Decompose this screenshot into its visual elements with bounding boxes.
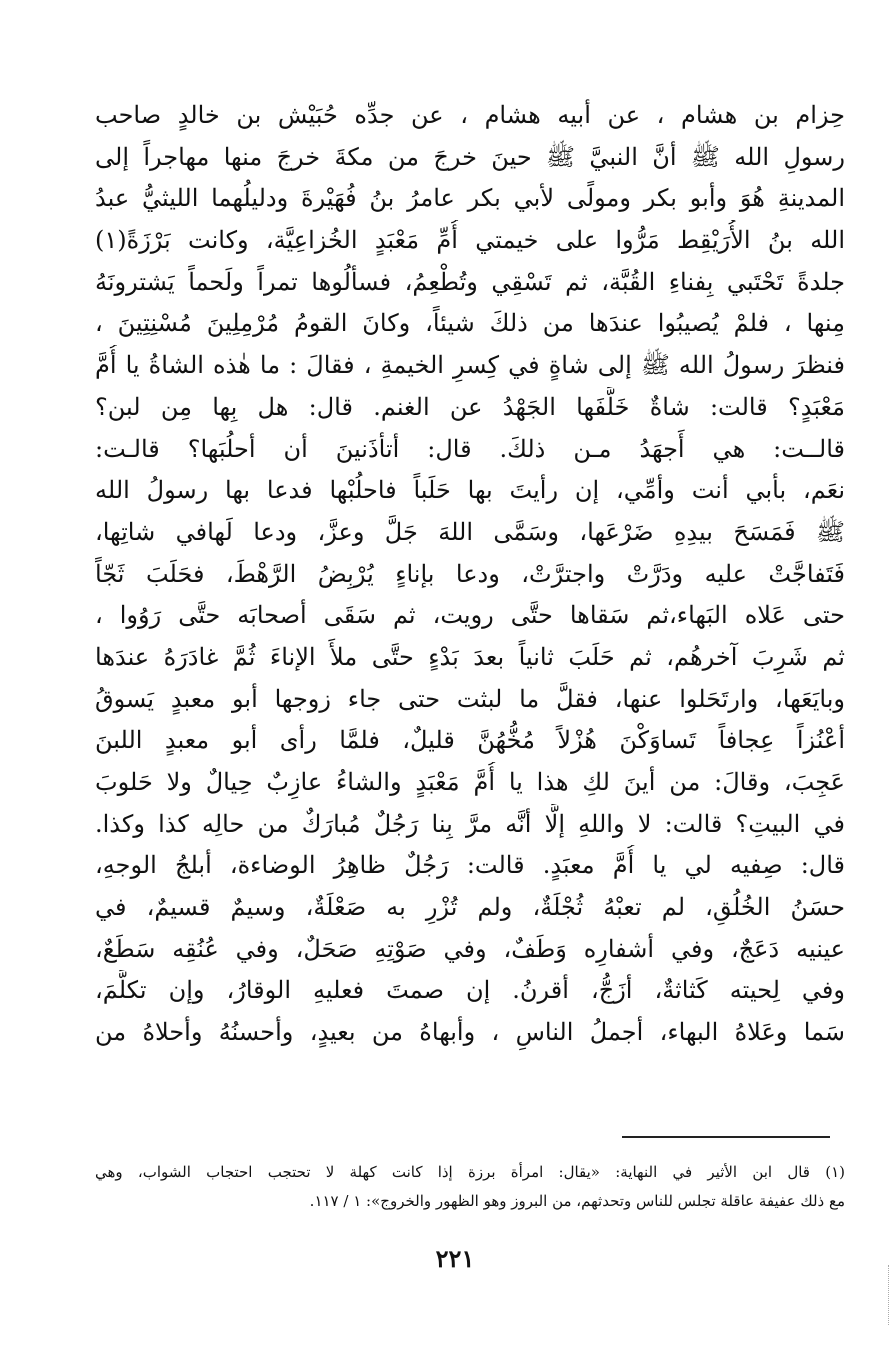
footnote-line: (١) قال ابن الأثير في النهاية: «يقال: امرأة برزة إذا كانت كهلة لا تحتجب احتجاب الشواب، وهي [95,1163,845,1181]
footnote-block [95,1158,845,1216]
text-line: مِنها ، فلمْ يُصيبُوا عندَها من ذلكَ شيئاً، وكانَ القومُ مُرْمِلِينَ مُسْنِتِينَ ، [95,309,845,338]
text-line: عينيه دَعَجٌ، وفي أشفارِه وَطَفٌ، وفي صَوْتِهِ صَحَلٌ، وفي عُنُقِه سَطَعٌ، [95,934,845,963]
text-line: مَعْبَدٍ؟ قالت: شاةٌ خَلَّفَها الجَهْدُ عن الغنم. قال: هل بِها مِن لبن؟ [95,392,845,421]
text-line: أعْنُزاً عِجافاً تَساوَكْنَ هُزْلاً مُخُّهُنَّ قليلٌ، فلمَّا رأى أبو معبدٍ اللبنَ [95,726,845,755]
text-line: فَتَفاجَّتْ عليه ودَرَّتْ واجترَّتْ، ودعا بإناءٍ يُرْبِضُ الرَّهْطَ، فحَلَبَ ثَجّاً [95,559,845,588]
text-line: حسَنُ الخُلُقِ، لم تعبْهُ ثُجْلَةٌ، ولم تُزْرِ به صَعْلَةٌ، وسيمٌ قسيمٌ، في [95,893,845,922]
footnote-separator [622,1136,830,1138]
text-line: عَجِبَ، وقالَ: من أينَ لكِ هذا يا أُمَّ مَعْبَدٍ والشاءُ عازِبٌ حِيالٌ ولا حَلوبَ [95,768,845,796]
main-text [95,95,845,1054]
text-line: نعَم، بأبي أنت وأمِّي، إن رأيتَ بها حَلَباً فاحلُبْها فدعا بها رسولُ الله [95,476,845,505]
text-line: قال: صِفيه لي يا أُمَّ معبَدٍ. قالت: رَجُلٌ ظاهِرُ الوضاءة، أبلجُ الوجهِ، [95,851,845,880]
text-line: ثم شَرِبَ آخرهُم، ثم حَلَبَ ثانياً بعدَ بَدْءٍ حتَّى ملأَ الإناءَ ثُمَّ غادَرَهُ عندَها [95,642,845,671]
text-line: وبايَعَها، وارتَحَلوا عنها، فقلَّ ما لبثت حتى جاء زوجها أبو معبدٍ يَسوقُ [95,684,845,713]
text-line: رسولِ الله ﷺ أنَّ النبيَّ ﷺ حينَ خرجَ من مكةَ خرجَ منها مهاجراً إلى [95,142,845,171]
footnote-line: مع ذلك عفيفة عاقلة تجلس للناس وتحدثهم، من البروز وهو الظهور والخروج»: ١ / ١١٧. [309,1192,845,1210]
scan-edge-marks [884,1265,889,1325]
text-line: في البيتِ؟ قالت: لا واللهِ إلَّا أنَّه مرَّ بِنا رَجُلٌ مُبارَكٌ من حالِه كذا وكذا. [95,809,845,838]
text-line: ﷺ فَمَسَحَ بيدِهِ ضَرْعَها، وسَمَّى اللهَ جَلَّ وعزَّ، ودعا لَهافي شاتِها، [95,517,845,546]
text-line: حتى عَلاه البَهاء،ثم سَقاها حتَّى رويت، ثم سَقَى أصحابَه حتَّى رَوُوا ، [95,601,845,630]
text-line: فنظرَ رسولُ الله ﷺ إلى شاةٍ في كِسرِ الخيمةِ ، فقالَ : ما هٰذه الشاةُ يا أُمَّ [95,351,845,380]
text-line: سَما وعَلاهُ البهاء، أجملُ الناسِ ، وأبهاهُ من بعيدٍ، وأحسنُهُ وأحلاهُ من [95,1018,845,1047]
text-line: الله بنُ الأُرَيْقِط مَرُّوا على خيمتي أُمِّ مَعْبَدٍ الخُزاعِيَّة، وكانت بَرْزَةً(١) [95,226,845,255]
text-line: وفي لِحيته كَثاثةٌ، أزَجُّ، أقرنُ. إن صمتَ فعليهِ الوقارُ، وإن تكلَّمَ، [95,976,845,1005]
text-line: جلدةً تَحْتَبي بِفناءِ القُبَّة، ثم تَسْقِي وتُطْعِمُ، فسألُوها تمراً ولَحماً يَشترونَهُ [95,267,845,296]
text-line: حِزام بن هشام ، عن أبيه هشام ، عن جدِّه حُبَيْش بن خالدٍ صاحب [95,101,845,129]
text-line: قالــت: هي أَجهَدُ مـن ذلكَ. قال: أتأذَنينَ أن أحلُبَها؟ قالـت: [95,434,845,463]
page-number: ٢٢١ [435,1244,475,1273]
text-line: المدينةِ هُوَ وأبو بكر ومولًى لأبي بكر عامرُ بنُ فُهَيْرةَ ودليلُهما الليثيُّ عبدُ [95,184,845,213]
